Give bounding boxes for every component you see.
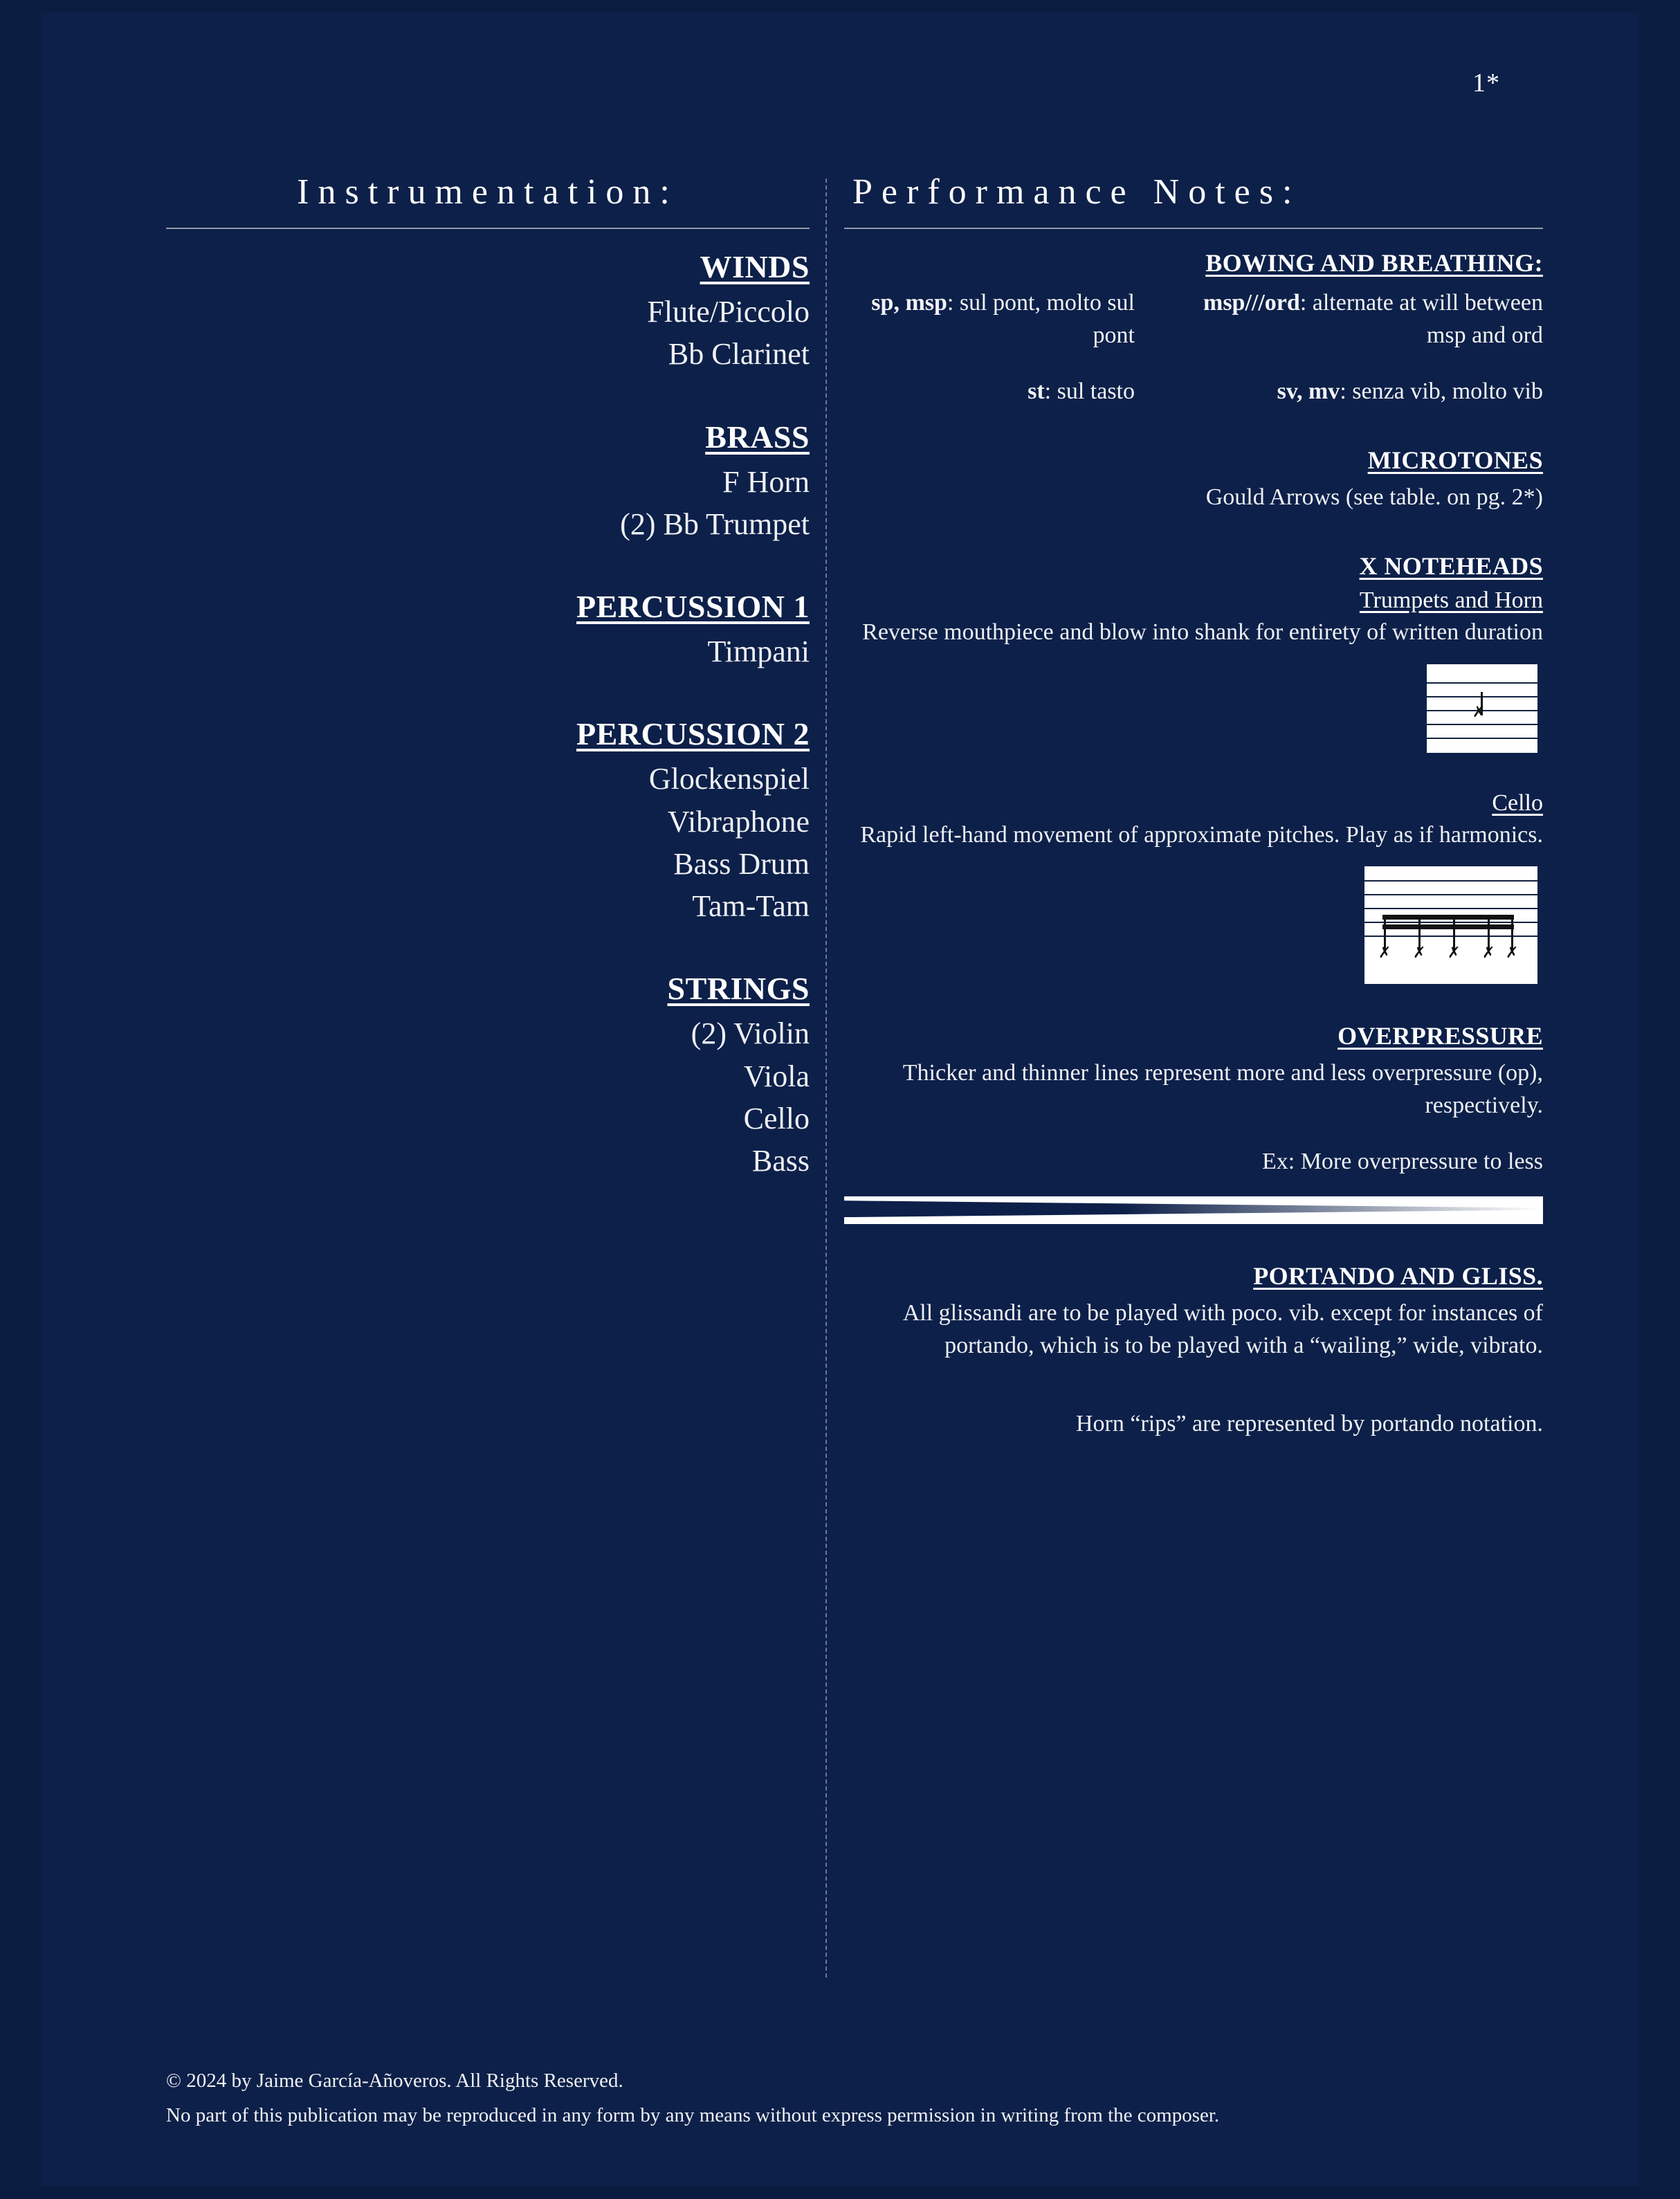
note-heading: PORTANDO AND GLISS.: [1253, 1262, 1543, 1290]
instrument-item: Viola: [743, 1059, 810, 1093]
instrument-item: Bass Drum: [673, 846, 810, 881]
cello-staff-figure-wrap: [844, 866, 1543, 984]
bowing-abbr: sp, msp: [871, 290, 947, 316]
x-notehead-glyph: ✗: [1506, 944, 1519, 962]
bowing-entry: [844, 287, 1135, 352]
column-divider: [825, 179, 827, 1978]
overpressure-wedge-figure: [844, 1196, 1543, 1224]
note-block-overpressure: [844, 1021, 1543, 1224]
group-title: STRINGS: [667, 971, 810, 1007]
bowing-entry: [844, 376, 1135, 408]
instrument-item: Timpani: [707, 635, 810, 669]
instrumentation-title: Instrumentation:: [297, 172, 679, 212]
instrument-item: Tam-Tam: [692, 889, 810, 924]
bowing-abbreviation-grid: [844, 287, 1543, 408]
x-notehead-glyph: ✗: [1472, 702, 1486, 720]
bowing-abbr: st: [1028, 378, 1045, 404]
instrument-item: Cello: [743, 1101, 810, 1135]
instrument-item: Bb Clarinet: [668, 337, 810, 372]
note-body: Rapid left-hand movement of approximate pitches. Play as if harmonics.: [860, 821, 1543, 848]
group-title: PERCUSSION 1: [576, 589, 810, 625]
bowing-entry: [1162, 287, 1543, 352]
x-notehead-glyph: ✗: [1413, 944, 1426, 962]
bowing-meaning: : sul tasto: [1044, 378, 1135, 404]
instrument-item: F Horn: [722, 464, 810, 499]
group-title: PERCUSSION 2: [576, 716, 810, 752]
group-title: BRASS: [705, 419, 810, 455]
x-notehead-staff-figure-wrap: [844, 664, 1543, 753]
note-block-x-noteheads: [844, 551, 1543, 753]
instrument-item: Glockenspiel: [648, 762, 810, 796]
copyright-line: © 2024 by Jaime García-Añoveros. All Rights Reserved.: [166, 2070, 623, 2092]
group-title: WINDS: [700, 249, 810, 284]
note-heading: OVERPRESSURE: [1337, 1022, 1543, 1050]
bowing-abbr: sv, mv: [1277, 378, 1340, 404]
instrumentation-column: [166, 172, 810, 1225]
note-body-secondary: Horn “rips” are represented by portando notation.: [1075, 1410, 1543, 1436]
x-notehead-glyph: ✗: [1378, 944, 1391, 962]
instrument-item: (2) Bb Trumpet: [620, 507, 810, 541]
score-front-matter-page: [42, 12, 1638, 2187]
bowing-meaning: : alternate at will between msp and ord: [1299, 290, 1543, 348]
note-subheading: Cello: [1492, 790, 1543, 816]
instrument-item: Flute/Piccolo: [647, 295, 810, 329]
bowing-abbr: msp///ord: [1203, 290, 1300, 316]
bowing-entry: [1162, 376, 1543, 408]
instrument-group-percussion-2: [166, 715, 810, 927]
instrument-group-percussion-1: [166, 588, 810, 673]
note-body: Gould Arrows (see table. on pg. 2*): [1205, 484, 1543, 510]
x-notehead-glyph: ✗: [1448, 944, 1461, 962]
x-notehead-glyph: ✗: [1482, 944, 1495, 962]
note-heading: BOWING AND BREATHING:: [1205, 249, 1543, 277]
note-subheading: Trumpets and Horn: [1359, 587, 1543, 613]
note-heading: X NOTEHEADS: [1359, 551, 1543, 580]
instrument-group-brass: [166, 419, 810, 546]
bowing-meaning: : sul pont, molto sul pont: [947, 290, 1135, 348]
performance-notes-rule: [844, 228, 1543, 229]
performance-notes-title: Performance Notes:: [852, 172, 1302, 212]
two-column-area: [42, 172, 1638, 1998]
note-block-cello: [844, 790, 1543, 985]
overpressure-example-caption: Ex: More overpressure to less: [1261, 1149, 1543, 1175]
note-block-bowing: [844, 248, 1543, 408]
instrument-group-winds: [166, 248, 810, 376]
footer: [166, 2064, 1522, 2133]
page-number: 1*: [1472, 69, 1500, 98]
cello-staff-figure: [1364, 866, 1537, 984]
note-block-portando: [844, 1261, 1543, 1441]
x-notehead-staff-figure: [1427, 664, 1537, 753]
rights-line: No part of this publication may be reproduced in any form by any means without express permission in writing from the composer.: [166, 2104, 1220, 2126]
instrumentation-rule: [166, 228, 810, 229]
note-body: Reverse mouthpiece and blow into shank for entirety of written duration: [862, 619, 1543, 645]
note-body: Thicker and thinner lines represent more and less overpressure (op), respectively.: [902, 1060, 1543, 1119]
note-body: All glissandi are to be played with poco. vib. except for instances of portando, which is to be played with a “wailing,” wide, vibrato.: [902, 1300, 1543, 1359]
instrument-item: (2) Violin: [691, 1016, 810, 1051]
bowing-meaning: : senza vib, molto vib: [1340, 378, 1543, 404]
instrument-item: Vibraphone: [667, 804, 810, 839]
note-block-microtones: [844, 446, 1543, 514]
instrument-group-strings: [166, 970, 810, 1182]
performance-notes-column: [844, 172, 1543, 1478]
note-heading: MICROTONES: [1367, 446, 1543, 474]
instrument-item: Bass: [751, 1144, 810, 1178]
